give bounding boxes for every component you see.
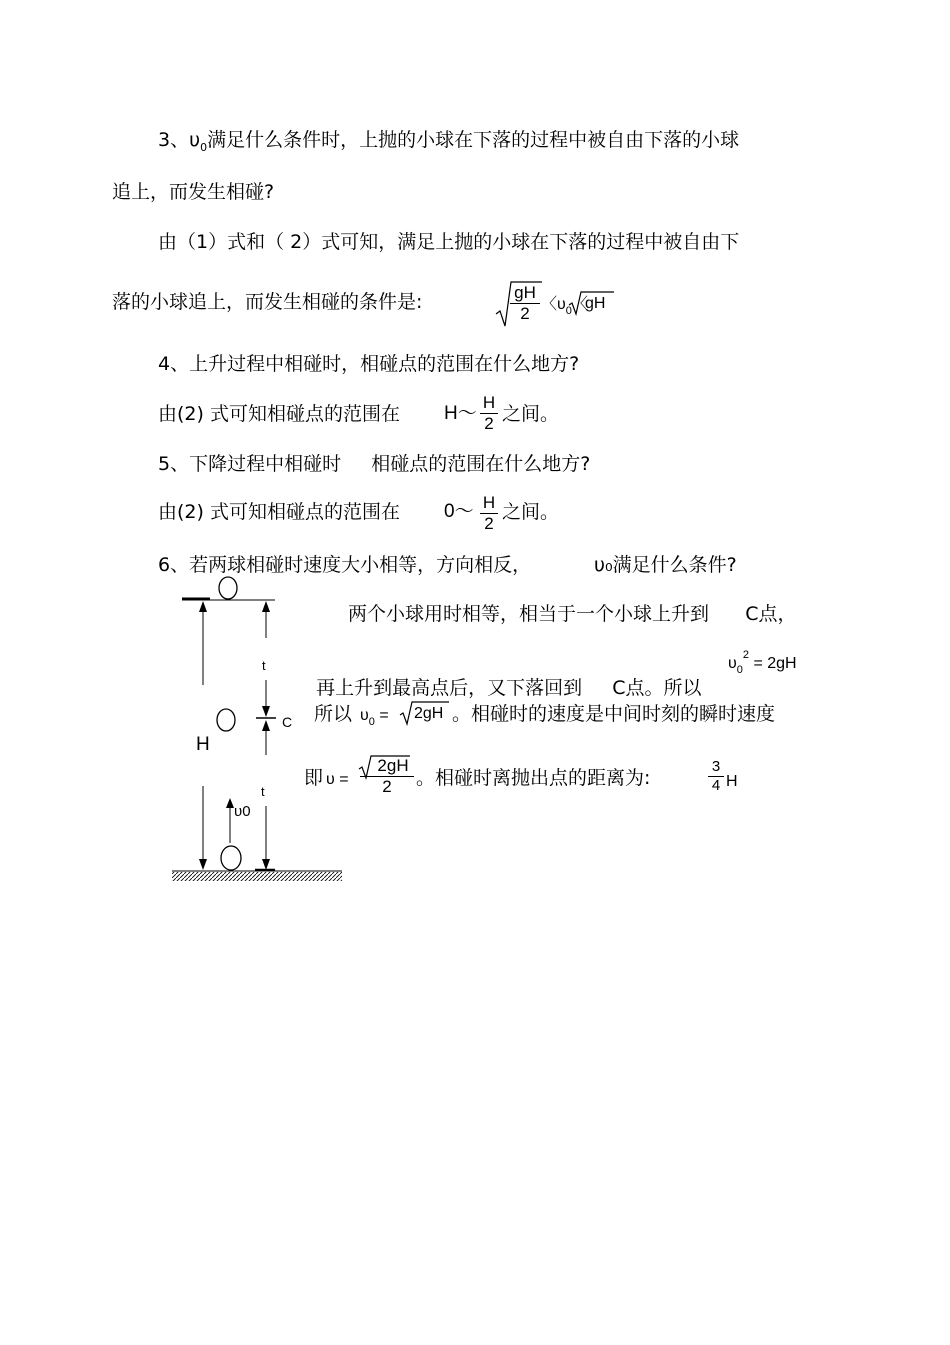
a6-line4-prefix: 即 [304, 767, 324, 789]
a5-fraction: H 2 [480, 493, 498, 534]
a5-prefix: 由(2) 式可知相碰点的范围在 [158, 501, 400, 523]
top-ball [219, 577, 237, 599]
a6-line4-rest: 。相碰时离抛出点的距离为: [416, 767, 651, 789]
a6-line4-fraction: 2gH 2 [360, 756, 414, 797]
a6-distance-H: H [726, 773, 738, 790]
q4-text: 4、上升过程中相碰时，相碰点的范围在什么地方? [158, 353, 580, 375]
condition-inequality: 〈$\upsilon_0$〈 [541, 296, 588, 317]
a4-prefix: 由(2) 式可知相碰点的范围在 [158, 403, 400, 425]
a6-line2-eq: $\upsilon_0^2 = 2gH$ [728, 649, 797, 676]
ground [172, 872, 342, 881]
q6-v0: υ₀满足什么条件? [594, 554, 737, 576]
q5-text: 5、下降过程中相碰时 相碰点的范围在什么地方? [158, 453, 591, 475]
motion-diagram [160, 570, 360, 890]
a6-line3-v: $\upsilon_0$ = [360, 707, 389, 728]
label-H: H [196, 734, 210, 755]
a6-line2: 再上升到最高点后，又下落回到 C点。所以 [316, 677, 702, 699]
a4-from: H～ [444, 403, 477, 424]
condition-fraction: gH 2 [510, 283, 540, 324]
a6-line3-prefix: 所以 [314, 703, 353, 725]
a6-line3-root: 2gH [414, 705, 444, 722]
bottom-ball [221, 846, 241, 870]
condition-sqrt-gh-text: gH [585, 295, 606, 312]
a4-fraction: H 2 [480, 393, 498, 434]
label-t-top: t [262, 658, 266, 673]
a3-line1: 由（1）式和（ 2）式可知，满足上抛的小球在下落的过程中被自由下 [158, 231, 740, 253]
label-t-bottom: t [261, 784, 265, 799]
a3-line2: 落的小球追上，而发生相碰的条件是: [112, 291, 423, 313]
a6-line4-v: υ = [326, 771, 349, 788]
label-C: C [282, 714, 293, 730]
q3-line2: 追上，而发生相碰? [112, 181, 275, 203]
a6-line3-rest: 。相碰时的速度是中间时刻的瞬时速度 [452, 703, 776, 725]
a6-distance-fraction: 3 4 [708, 758, 724, 795]
a5-from: 0～ [444, 501, 474, 522]
v0-symbol: υ [189, 129, 201, 151]
a5-suffix: 之间。 [502, 501, 560, 523]
a4-suffix: 之间。 [502, 403, 560, 425]
q3-line1: 3、$\upsilon_0$满足什么条件时，上抛的小球在下落的过程中被自由下落的小球 [158, 129, 740, 154]
middle-ball [217, 709, 235, 731]
q6-text: 6、若两球相碰时速度大小相等，方向相反， [158, 554, 532, 576]
a6-line1: 两个小球用时相等，相当于一个小球上升到 C点， [348, 603, 797, 625]
label-v0: υ0 [234, 803, 251, 820]
